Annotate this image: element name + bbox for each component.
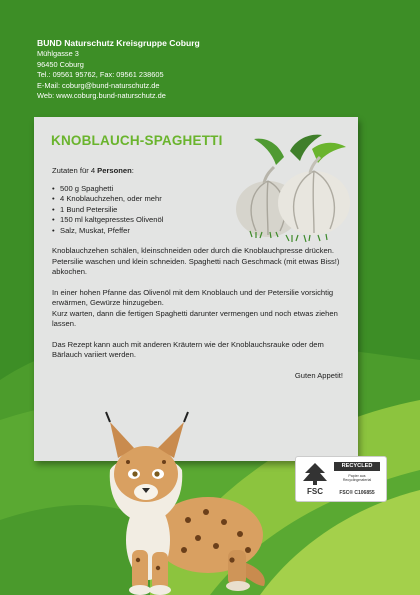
instructions-paragraph-2: In einer hohen Pfanne das Olivenöl mit dem Knoblauch und der Petersilie vorsichtig erwärmen, Gewürze hinzugeben. Kurz warten, dann die fertigen Spaghetti darunter vermengen und noch etwas ziehen lassen. <box>52 287 338 328</box>
phone-fax: Tel.: 09561 95762, Fax: 09561 238605 <box>37 70 164 80</box>
recipe-title: KNOBLAUCH-SPAGHETTI <box>51 133 223 148</box>
recipe-body <box>52 166 352 381</box>
list-item: • 500 g Spaghetti <box>52 183 114 193</box>
street: Mühlgasse 3 <box>37 49 79 58</box>
fsc-description: Papier aus Recyclingmaterial <box>342 474 372 483</box>
fsc-tree-icon <box>300 461 330 497</box>
website[interactable]: Web: www.coburg.bund-naturschutz.de <box>37 91 166 101</box>
contact-header <box>37 38 297 102</box>
email[interactable]: E-Mail: coburg@bund-naturschutz.de <box>37 80 160 90</box>
fsc-logo-text: FSC <box>307 487 323 496</box>
ingredients-list <box>52 184 352 237</box>
instructions-paragraph-1: Knoblauchzehen schälen, kleinschneiden oder durch die Knoblauchpresse drücken. Petersilie waschen und klein schneiden. Spaghetti nach Geschmack (mit etwas Biss!) abkochen. <box>52 246 340 276</box>
list-item: • 4 Knoblauchzehen, oder mehr <box>52 194 162 203</box>
variation-note: Das Rezept kann auch mit anderen Kräutern wie der Knoblauchsrauke oder dem Bärlauch variiert werden. <box>52 339 324 359</box>
fsc-license-code: FSC® C106855 <box>339 490 375 496</box>
closing-greeting: Guten Appetit! <box>294 370 343 380</box>
city: 96450 Coburg <box>37 59 84 69</box>
recycled-badge: RECYCLED <box>334 462 380 471</box>
organization-name: BUND Naturschutz Kreisgruppe Coburg <box>37 38 200 48</box>
list-item: • Salz, Muskat, Pfeffer <box>52 225 130 235</box>
list-item: • 150 ml kaltgepresstes Olivenöl <box>52 215 164 224</box>
servings-line: Zutaten für 4 Personen: <box>52 166 134 175</box>
list-item: • 1 Bund Petersilie <box>52 204 118 214</box>
lynx-illustration <box>88 400 298 595</box>
fsc-recycled-label <box>295 456 387 502</box>
